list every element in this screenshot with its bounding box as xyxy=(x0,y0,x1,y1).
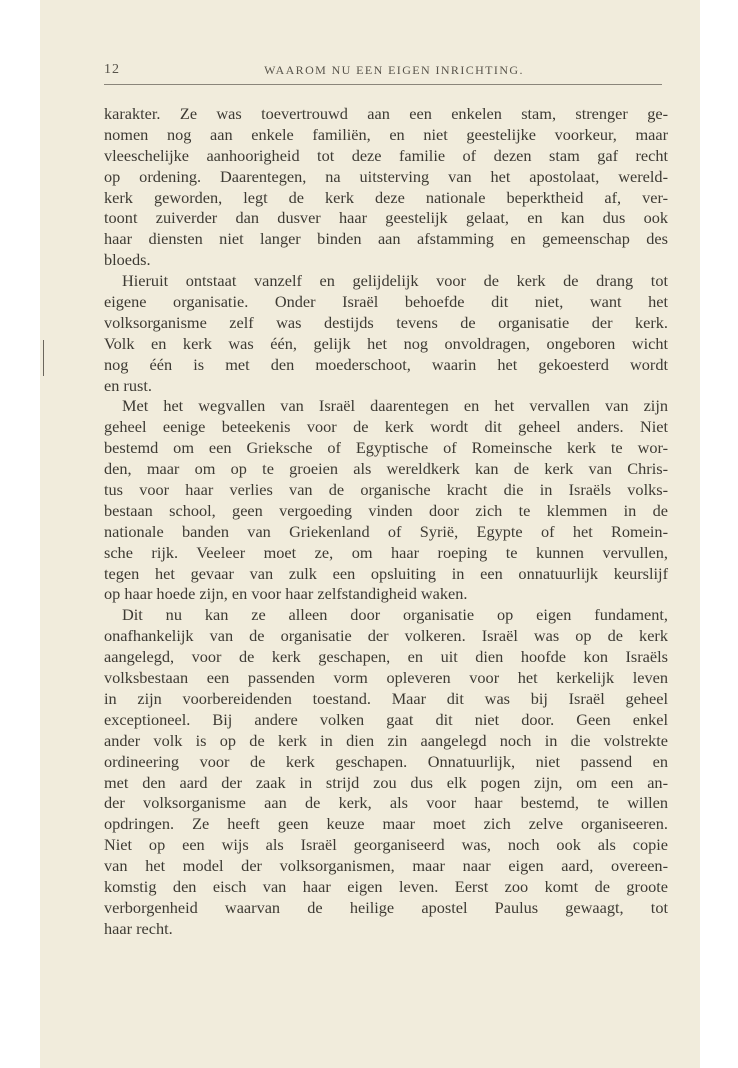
text-line: haar diensten niet langer binden aan afstamming en gemeenschap des xyxy=(104,229,668,249)
text-line: bloeds. xyxy=(104,250,151,270)
text-line: geheel eenige beteekenis voor de kerk wordt dit geheel anders. Niet xyxy=(104,417,668,437)
running-title: WAAROM NU EEN EIGEN INRICHTING. xyxy=(264,63,524,77)
text-line: Hieruit ontstaat vanzelf en gelijdelijk voor de kerk de drang tot xyxy=(122,271,668,291)
text-line: kerk geworden, legt de kerk deze nationale beperktheid af, ver- xyxy=(104,187,668,207)
text-line: opdringen. Ze heeft geen keuze maar moet zich zelve organiseeren. xyxy=(104,814,668,834)
text-line: nomen nog aan enkele familiën, en niet geestelijke voorkeur, maar xyxy=(104,124,668,144)
text-line: in zijn voorbereidenden toestand. Maar dit was bij Israël geheel xyxy=(104,688,668,708)
text-line: haar recht. xyxy=(104,918,173,938)
text-line: bestaan school, geen vergoeding vinden door zich te klemmen in de xyxy=(104,500,668,520)
text-line: op haar hoede zijn, en voor haar zelfstandigheid waken. xyxy=(104,584,468,604)
text-line: den, maar om op te groeien als wereldkerk kan de kerk van Chris- xyxy=(104,459,668,479)
text-line: vleeschelijke aanhoorigheid tot deze familie of dezen stam gaf recht xyxy=(104,145,668,165)
text-line: tegen het gevaar van zulk een opsluiting in een onnatuurlijk keurslijf xyxy=(104,563,668,583)
text-line: Niet op een wijs als Israël georganiseerd was, noch ook als copie xyxy=(104,835,668,855)
text-line: Met het wegvallen van Israël daarentegen en het vervallen van zijn xyxy=(122,396,668,416)
text-line: karakter. Ze was toevertrouwd aan een enkelen stam, strenger ge- xyxy=(104,104,668,123)
text-line: eigene organisatie. Onder Israël behoefde dit niet, want het xyxy=(104,292,668,312)
text-line: Dit nu kan ze alleen door organisatie op eigen fundament, xyxy=(122,605,668,625)
text-line: verborgenheid waarvan de heilige apostel Paulus gewaagt, tot xyxy=(104,897,668,917)
text-line: tus voor haar verlies van de organische kracht die in Israëls volks- xyxy=(104,480,668,500)
page-number: 12 xyxy=(104,62,120,77)
text-line: van het model der volksorganismen, maar naar eigen aard, overeen- xyxy=(104,856,668,876)
text-line: sche rijk. Veeleer moet ze, om haar roeping te kunnen vervullen, xyxy=(104,542,668,562)
text-line: op ordening. Daarentegen, na uitsterving van het apostolaat, wereld- xyxy=(104,166,668,186)
margin-mark xyxy=(43,340,44,376)
text-line: Volk en kerk was één, gelijk het nog onvoldragen, ongeboren wicht xyxy=(104,333,668,353)
text-line: en rust. xyxy=(104,375,152,395)
text-line: onafhankelijk van de organisatie der volkeren. Israël was op de kerk xyxy=(104,626,668,646)
text-line: nog één is met den moederschoot, waarin het gekoesterd wordt xyxy=(104,354,668,374)
text-line: volksbestaan een passenden vorm opleveren voor het kerkelijk leven xyxy=(104,668,668,688)
text-line: met den aard der zaak in strijd zou dus elk pogen zijn, om een an- xyxy=(104,772,668,792)
text-line: ander volk is op de kerk in dien zin aangelegd noch in die volstrekte xyxy=(104,730,668,750)
text-line: nationale banden van Griekenland of Syrië, Egypte of het Romein- xyxy=(104,521,668,541)
header-rule xyxy=(104,84,662,85)
text-line: volksorganisme zelf was destijds tevens de organisatie der kerk. xyxy=(104,312,668,332)
body-text xyxy=(104,104,668,940)
page-header xyxy=(104,62,664,82)
text-line: aangelegd, voor de kerk geschapen, en uit dien hoofde kon Israëls xyxy=(104,647,668,667)
text-line: komstig den eisch van haar eigen leven. Eerst zoo komt de groote xyxy=(104,876,668,896)
text-line: bestemd om een Grieksche of Egyptische of Romeinsche kerk te wor- xyxy=(104,438,668,458)
text-line: ordineering voor de kerk geschapen. Onnatuurlijk, niet passend en xyxy=(104,751,668,771)
text-line: der volksorganisme aan de kerk, als voor haar bestemd, te willen xyxy=(104,793,668,813)
text-line: toont zuiverder dan dusver haar geestelijk gelaat, en kan dus ook xyxy=(104,208,668,228)
text-line: exceptioneel. Bij andere volken gaat dit niet door. Geen enkel xyxy=(104,709,668,729)
